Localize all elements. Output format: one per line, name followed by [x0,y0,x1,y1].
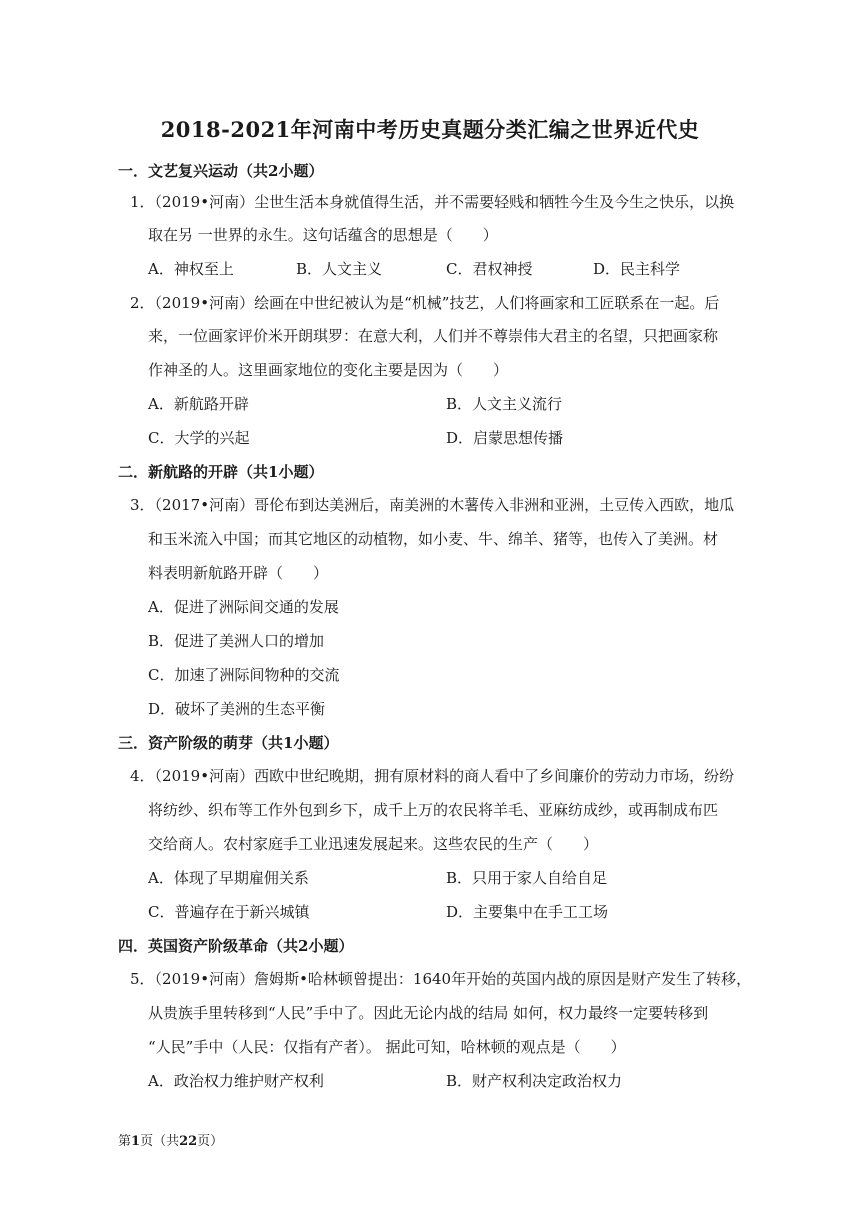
question-2-line-3: 作神圣的人。这里画家地位的变化主要是因为（ ） [148,361,509,379]
footer-prefix: 第 [118,1134,132,1149]
question-4-option-c: C．普遍存在于新兴城镇 [148,903,310,921]
footer-page-number: 1 [131,1134,141,1149]
page-footer [118,1130,223,1149]
question-3-line-2: 和玉米流入中国；而其它地区的动植物，如小麦、牛、绵羊、猪等，也传入了美洲。材 [148,530,719,548]
footer-suffix: 页） [197,1134,224,1149]
question-4-option-a: A．体现了早期雇佣关系 [148,869,309,887]
question-4-line-1: 4．（2019•河南）西欧中世纪晚期，拥有原材料的商人看中了乡间廉价的劳动力市场，纷纷 [130,767,735,785]
question-3-option-c: C．加速了洲际间物种的交流 [148,666,340,684]
question-3-option-a: A．促进了洲际间交通的发展 [148,598,339,616]
question-1-option-a: A．神权至上 [148,260,234,278]
question-3-option-b: B．促进了美洲人口的增加 [148,632,325,650]
question-3-option-d: D．破坏了美洲的生态平衡 [148,700,326,718]
question-1-option-d: D．民主科学 [593,260,681,278]
question-2-line-1: 2．（2019•河南）绘画在中世纪被认为是“机械”技艺，人们将画家和工匠联系在一起。后 [130,294,720,312]
footer-total-pages: 22 [179,1134,198,1149]
section-heading: 二．新航路的开辟（共1小题） [118,463,324,481]
question-2-option-a: A．新航路开辟 [148,395,249,413]
section-heading: 四．英国资产阶级革命（共2小题） [118,937,354,955]
question-1-option-c: C．君权神授 [446,260,533,278]
question-5-option-a: A．政治权力维护财产权利 [148,1072,324,1090]
footer-mid: 页（共 [140,1134,180,1149]
question-2-option-c: C．大学的兴起 [148,429,250,447]
question-1-line-2: 取在另 一世界的永生。这句话蕴含的思想是（ ） [148,226,498,244]
question-4-option-b: B．只用于家人自给自足 [446,869,608,887]
question-4-line-3: 交给商人。农村家庭手工业迅速发展起来。这些农民的生产（ ） [148,835,599,853]
question-4-option-d: D．主要集中在手工工场 [446,903,609,921]
section-heading: 三．资产阶级的萌芽（共1小题） [118,734,339,752]
question-2-line-2: 来，一位画家评价米开朗琪罗：在意大利，人们并不尊崇伟大君主的名望，只把画家称 [148,327,719,345]
question-5-line-3: “人民”手中（人民：仅指有产者）。 据此可知，哈林顿的观点是（ ） [148,1038,626,1056]
question-2-option-b: B．人文主义流行 [446,395,563,413]
question-5-line-1: 5．（2019•河南）詹姆斯•哈林顿曾提出：1640年开始的英国内战的原因是财产发生了转移， [130,970,752,988]
question-3-line-1: 3．（2017•河南）哥伦布到达美洲后，南美洲的木薯传入非洲和亚洲，土豆传入西欧，地瓜 [130,496,735,514]
question-5-option-b: B．财产权利决定政治权力 [446,1072,623,1090]
section-heading: 一．文艺复兴运动（共2小题） [118,162,324,180]
document-title: 2018-2021年河南中考历史真题分类汇编之世界近代史 [160,117,700,142]
question-1-line-1: 1．（2019•河南）尘世生活本身就值得生活，并不需要轻贱和牺牲今生及今生之快乐，以换 [130,193,735,211]
question-2-option-d: D．启蒙思想传播 [446,429,564,447]
question-4-line-2: 将纺纱、织布等工作外包到乡下，成千上万的农民将羊毛、亚麻纺成纱，或再制成布匹 [148,801,719,819]
question-1-option-b: B．人文主义 [296,260,383,278]
question-5-line-2: 从贵族手里转移到“人民”手中了。因此无论内战的结局 如何，权力最终一定要转移到 [148,1004,709,1022]
question-3-line-3: 料表明新航路开辟（ ） [148,564,329,582]
